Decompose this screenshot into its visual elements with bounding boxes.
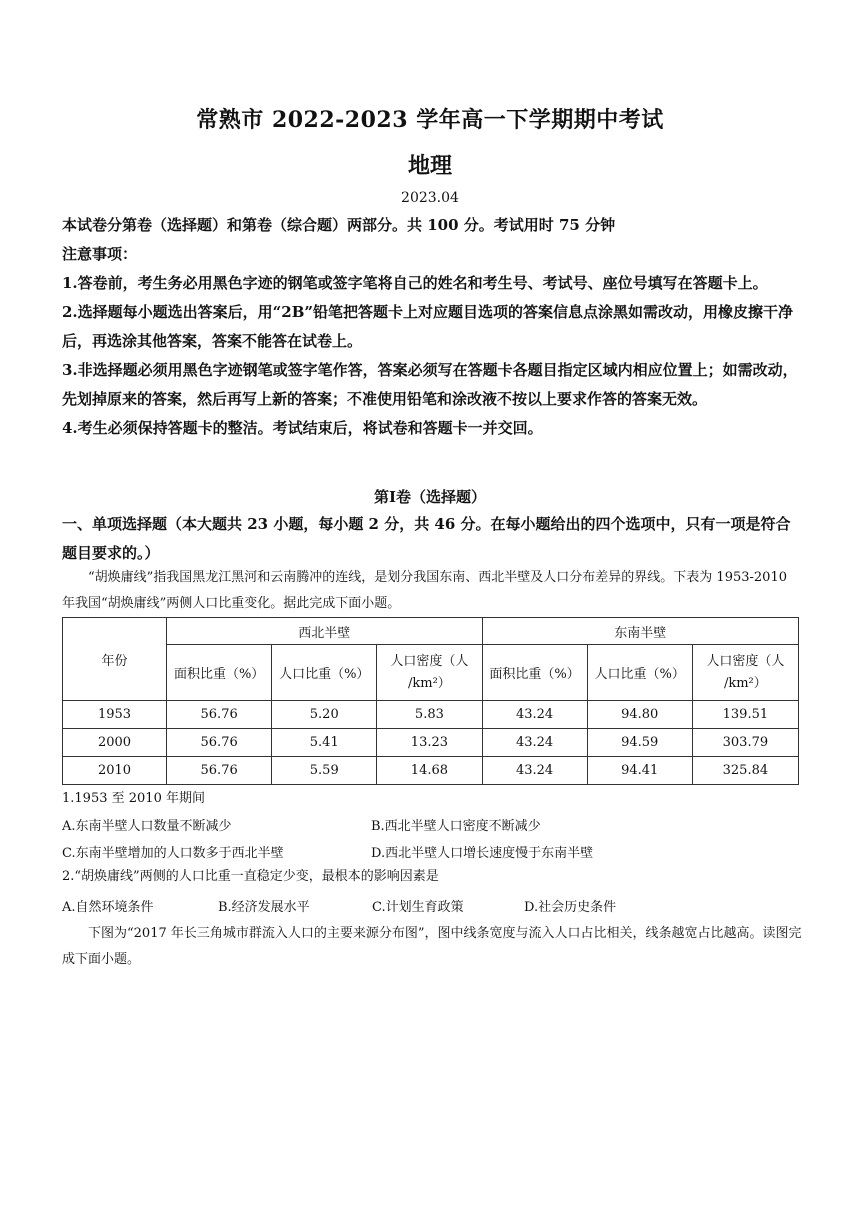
- instructions-block: [62, 211, 802, 443]
- notice-item: 2.选择题每小题选出答案后，用“2B”铅笔把答题卡上对应题目选项的答案信息点涂黑如需改动，用橡皮擦干净后，再选涂其他答案，答案不能答在试卷上。: [62, 303, 794, 350]
- passage-1: “胡焕庸线”指我国黑龙江黑河和云南腾冲的连线，是划分我国东南、西北半壁及人口分布差异的界线。下表为 1953-2010 年我国“胡焕庸线”两侧人口比重变化。据此完成下面小题。: [62, 570, 787, 611]
- cell-value: 5.20: [272, 701, 377, 729]
- cell-value: 56.76: [167, 757, 272, 785]
- notice-heading: 注意事项：: [62, 245, 138, 263]
- exam-intro: 本试卷分第卷（选择题）和第卷（综合题）两部分。共 100 分。考试用时 75 分钟: [62, 216, 616, 234]
- question-1-stem: 1.1953 至 2010 年期间: [62, 791, 205, 806]
- cell-year: 2010: [63, 757, 167, 785]
- cell-value: 5.59: [272, 757, 377, 785]
- cell-value: 56.76: [167, 701, 272, 729]
- year-header: 年份: [63, 618, 167, 701]
- cell-value: 14.68: [377, 757, 482, 785]
- q2-option-d: D.社会历史条件: [524, 900, 617, 915]
- notice-item: 3.非选择题必须用黑色字迹钢笔或签字笔作答，答案必须写在答题卡各题目指定区域内相应位置上；如需改动，先划掉原来的答案，然后再写上新的答案；不准使用铅笔和涂改液不按以上要求作答的答案无效。: [62, 361, 798, 408]
- q1-option-a: A.东南半壁人口数量不断减少: [62, 819, 232, 834]
- q1-option-d: D.西北半壁人口增长速度慢于东南半壁: [371, 846, 594, 861]
- cell-value: 94.80: [587, 701, 692, 729]
- passage-2: 下图为“2017 年长三角城市群流入人口的主要来源分布图”，图中线条宽度与流入人口占比相关，线条越宽占比越高。读图完成下面小题。: [62, 926, 802, 967]
- cell-value: 94.59: [587, 729, 692, 757]
- cell-year: 1953: [63, 701, 167, 729]
- col-density: 人口密度（人 /km²）: [692, 645, 798, 701]
- cell-value: 43.24: [482, 729, 587, 757]
- cell-value: 303.79: [692, 729, 798, 757]
- table-row: [63, 701, 799, 729]
- cell-value: 43.24: [482, 701, 587, 729]
- cell-value: 13.23: [377, 729, 482, 757]
- cell-value: 325.84: [692, 757, 798, 785]
- q2-option-c: C.计划生育政策: [372, 900, 464, 915]
- exam-subject: 地理: [407, 153, 452, 179]
- col-area: 面积比重（%）: [167, 645, 272, 701]
- col-density: 人口密度（人 /km²）: [377, 645, 482, 701]
- cell-year: 2000: [63, 729, 167, 757]
- q1-option-b: B.西北半壁人口密度不断减少: [371, 819, 541, 834]
- question-2-stem: 2.“胡焕庸线”两侧的人口比重一直稳定少变，最根本的影响因素是: [62, 869, 439, 884]
- cell-value: 94.41: [587, 757, 692, 785]
- nw-group-header: 西北半壁: [167, 618, 482, 645]
- table-row: [63, 757, 799, 785]
- table-row: [63, 729, 799, 757]
- exam-date: 2023.04: [401, 190, 459, 206]
- notice-item: 4.考生必须保持答题卡的整洁。考试结束后，将试卷和答题卡一并交回。: [62, 419, 543, 437]
- col-pop: 人口比重（%）: [272, 645, 377, 701]
- col-pop: 人口比重（%）: [587, 645, 692, 701]
- q2-option-b: B.经济发展水平: [218, 900, 310, 915]
- cell-value: 56.76: [167, 729, 272, 757]
- section-heading: 第Ⅰ卷（选择题）: [373, 488, 487, 506]
- cell-value: 43.24: [482, 757, 587, 785]
- q2-option-a: A.自然环境条件: [62, 900, 154, 915]
- cell-value: 5.83: [377, 701, 482, 729]
- cell-value: 139.51: [692, 701, 798, 729]
- exam-title: 常熟市 2022-2023 学年高一下学期期中考试: [196, 107, 664, 133]
- part-title: 一、单项选择题（本大题共 23 小题，每小题 2 分，共 46 分。在每小题给出的四个选项中，只有一项是符合题目要求的。）: [62, 515, 791, 562]
- notice-item: 1.答卷前，考生务必用黑色字迹的钢笔或签字笔将自己的姓名和考生号、考试号、座位号填写在答题卡上。: [62, 274, 768, 292]
- population-table: [62, 617, 799, 785]
- q1-option-c: C.东南半壁增加的人口数多于西北半壁: [62, 846, 284, 861]
- col-area: 面积比重（%）: [482, 645, 587, 701]
- se-group-header: 东南半壁: [482, 618, 799, 645]
- cell-value: 5.41: [272, 729, 377, 757]
